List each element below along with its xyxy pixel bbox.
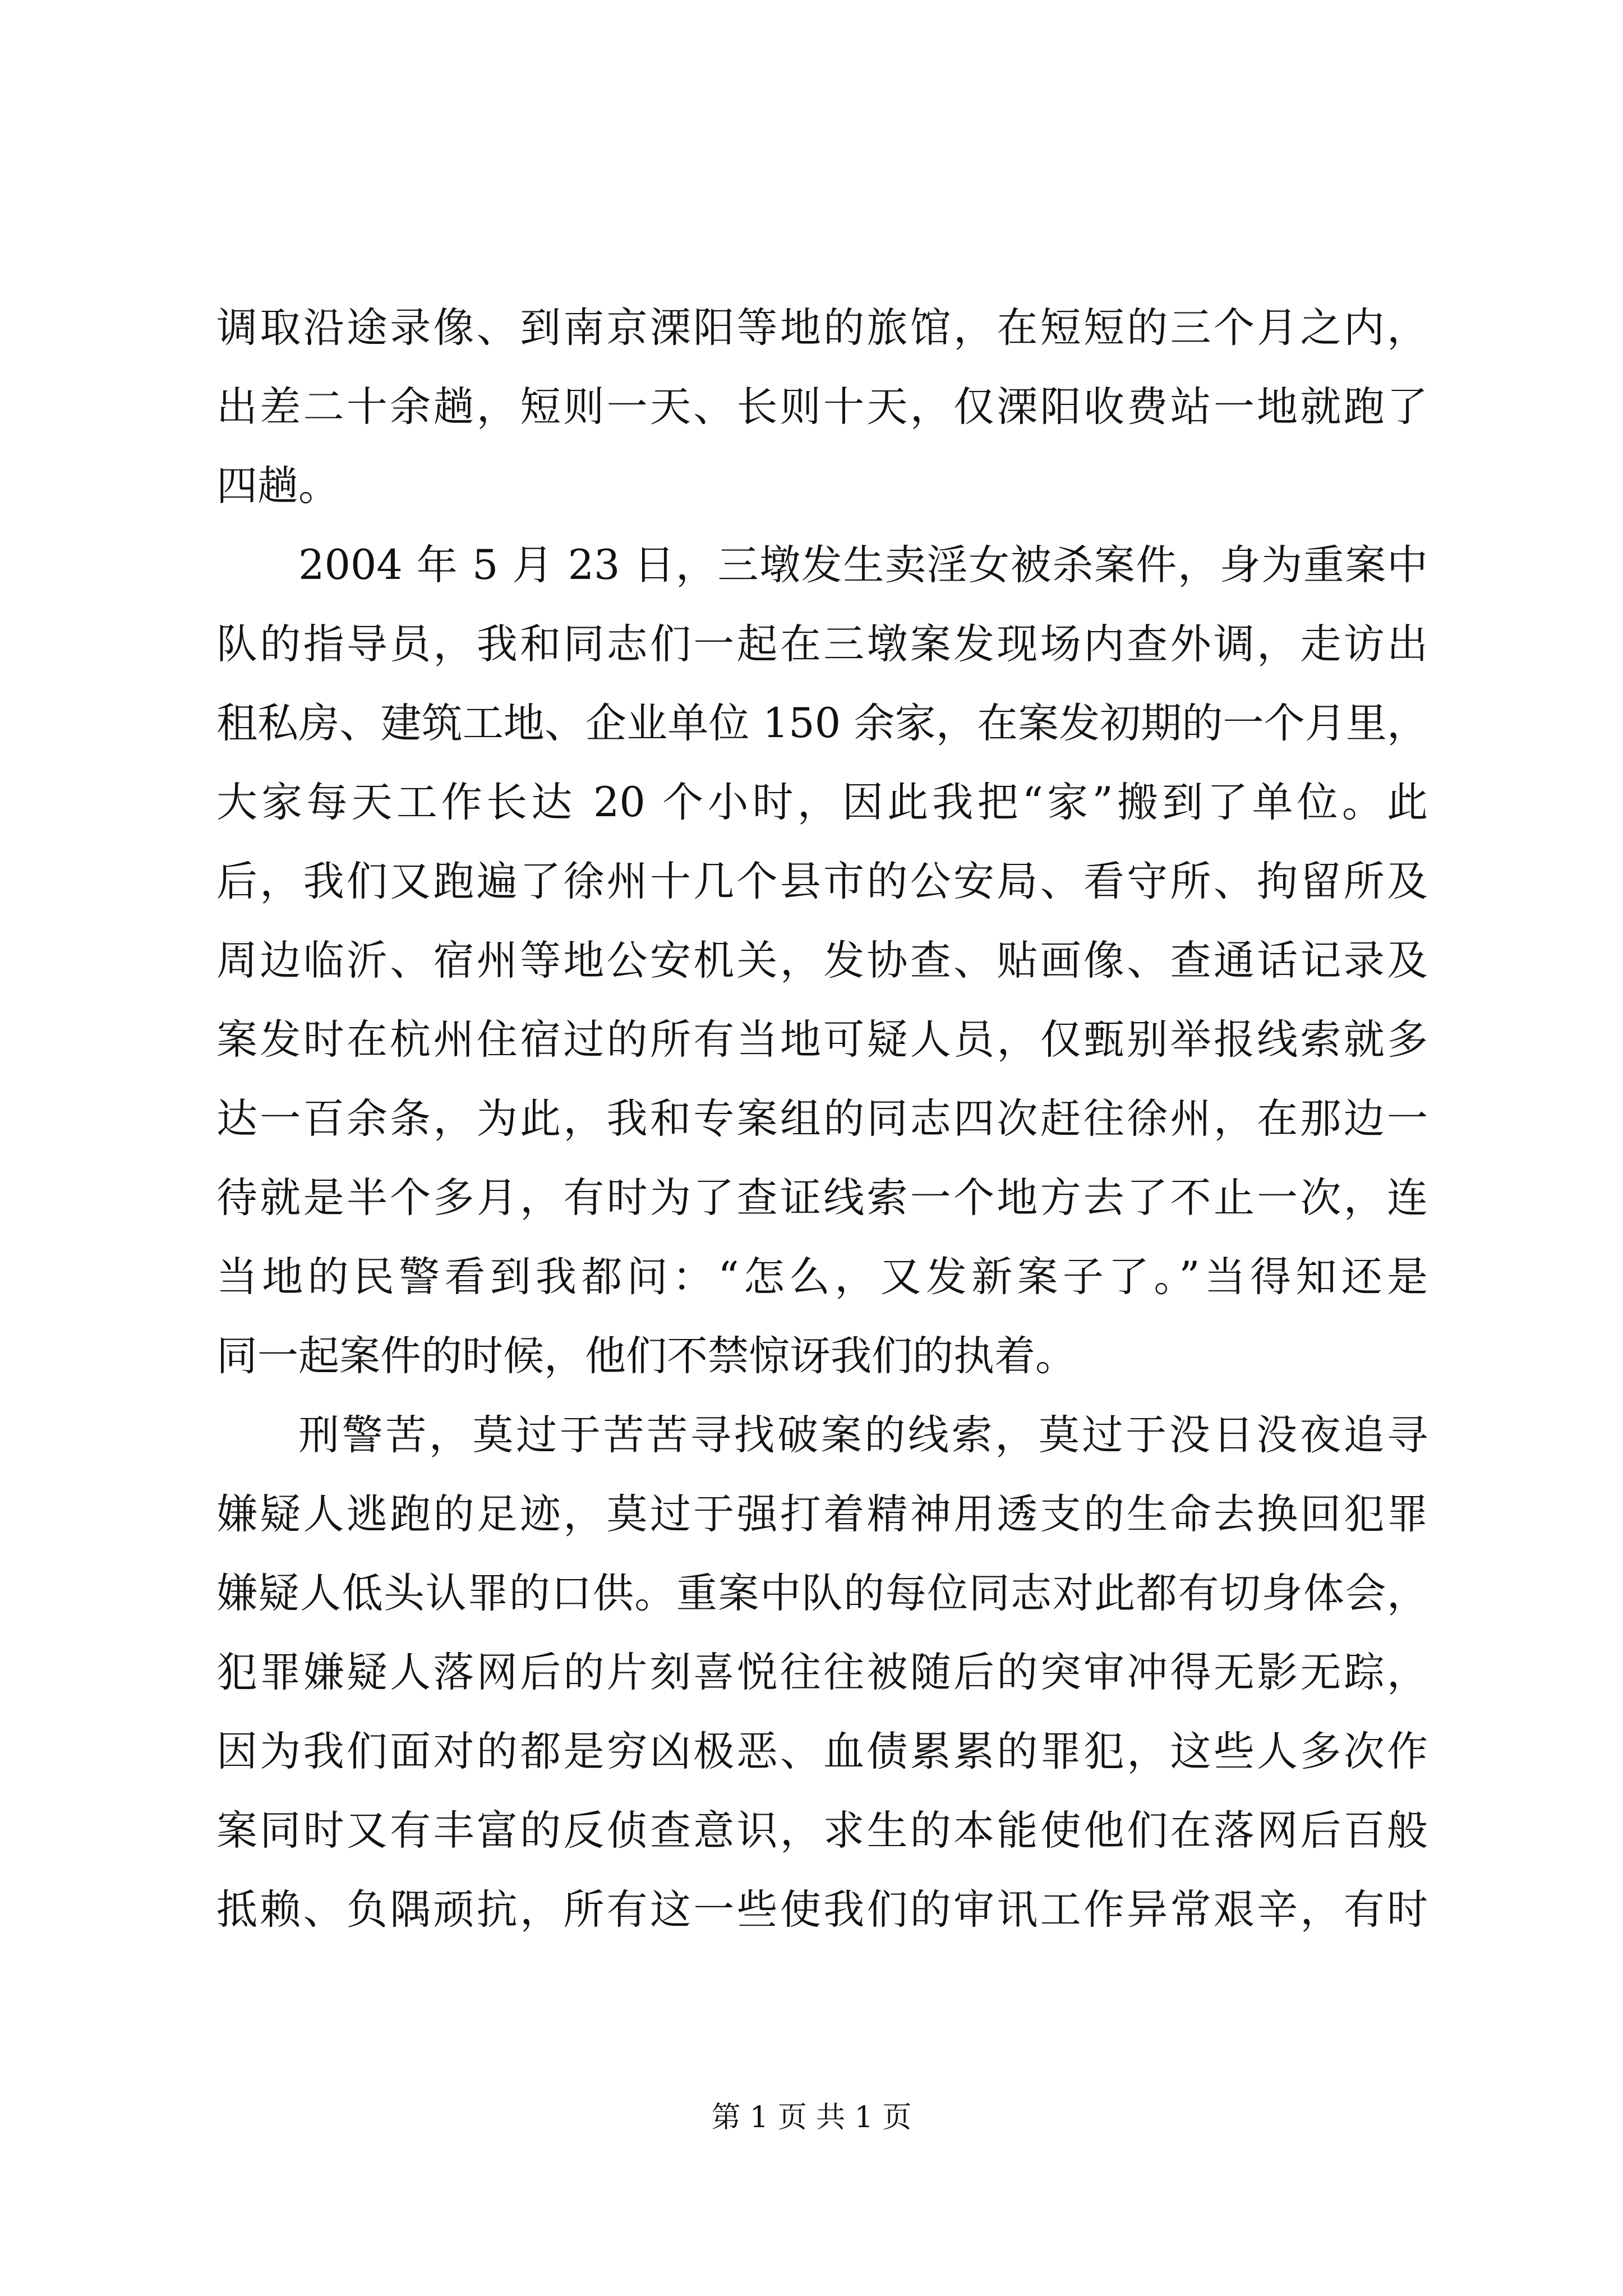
text-line: 后，我们又跑遍了徐州十几个县市的公安局、看守所、拘留所及 bbox=[216, 858, 1428, 905]
text-line: 待就是半个多月，有时为了查证线索一个地方去了不止一次，连 bbox=[216, 1174, 1428, 1222]
text-line: 队的指导员，我和同志们一起在三墩案发现场内查外调，走访出 bbox=[216, 620, 1428, 668]
text-line: 周边临沂、宿州等地公安机关，发协查、贴画像、查通话记录及 bbox=[216, 937, 1428, 984]
text-line: 租私房、建筑工地、企业单位 150 余家，在案发初期的一个月里， bbox=[216, 700, 1428, 747]
text-line: 2004 年 5 月 23 日，三墩发生卖淫女被杀案件，身为重案中 bbox=[298, 541, 1428, 589]
text-line: 案发时在杭州住宿过的所有当地可疑人员，仅甄别举报线索就多 bbox=[216, 1016, 1428, 1064]
text-line: 大家每天工作长达 20 个小时，因此我把“家”搬到了单位。此 bbox=[216, 779, 1428, 826]
text-line: 四趟。 bbox=[216, 462, 339, 510]
text-line: 抵赖、负隅顽抗，所有这一些使我们的审讯工作异常艰辛，有时 bbox=[216, 1886, 1428, 1934]
text-line: 案同时又有丰富的反侦查意识，求生的本能使他们在落网后百般 bbox=[216, 1807, 1428, 1855]
page-footer: 第 1 页 共 1 页 bbox=[711, 2101, 912, 2134]
text-line: 出差二十余趟，短则一天、长则十天，仅溧阳收费站一地就跑了 bbox=[216, 383, 1428, 431]
text-line: 同一起案件的时候，他们不禁惊讶我们的执着。 bbox=[216, 1332, 1076, 1380]
text-line: 因为我们面对的都是穷凶极恶、血债累累的罪犯，这些人多次作 bbox=[216, 1728, 1428, 1775]
text-line: 调取沿途录像、到南京溧阳等地的旅馆，在短短的三个月之内， bbox=[216, 304, 1428, 352]
text-line: 嫌疑人逃跑的足迹，莫过于强打着精神用透支的生命去换回犯罪 bbox=[216, 1490, 1428, 1538]
text-line: 刑警苦，莫过于苦苦寻找破案的线索，莫过于没日没夜追寻 bbox=[298, 1411, 1428, 1459]
text-line: 当地的民警看到我都问：“怎么，又发新案子了。”当得知还是 bbox=[216, 1253, 1428, 1301]
body-text bbox=[216, 288, 1428, 1949]
text-line: 犯罪嫌疑人落网后的片刻喜悦往往被随后的突审冲得无影无踪， bbox=[216, 1649, 1428, 1696]
text-line: 嫌疑人低头认罪的口供。重案中队的每位同志对此都有切身体会， bbox=[216, 1570, 1428, 1617]
text-line: 达一百余条，为此，我和专案组的同志四次赶往徐州，在那边一 bbox=[216, 1095, 1428, 1143]
